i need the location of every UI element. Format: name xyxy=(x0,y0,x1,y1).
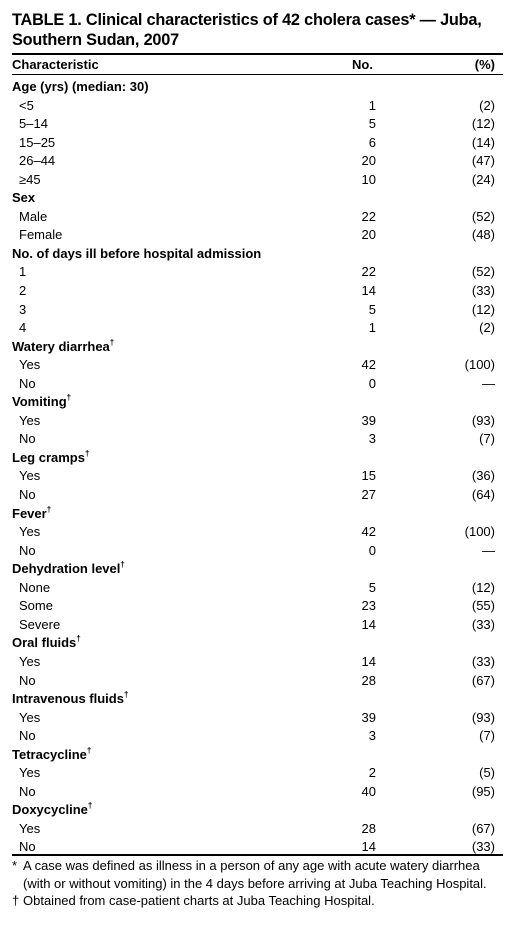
row-label xyxy=(19,319,26,338)
label-text: Yes xyxy=(19,412,41,428)
footnote-marker: † xyxy=(76,634,81,644)
label-text: 15–25 xyxy=(19,134,56,150)
count-cell: 14 xyxy=(361,839,376,855)
percent-cell: (7) xyxy=(479,431,495,447)
label-text: Yes xyxy=(19,765,41,781)
label-text: Fever xyxy=(12,505,47,521)
row-label xyxy=(19,226,62,245)
table-row xyxy=(12,579,503,598)
label-text: No xyxy=(19,728,36,744)
label-text: ≥45 xyxy=(19,171,41,187)
label-text: Leg cramps xyxy=(12,449,85,465)
count-cell: 1 xyxy=(368,320,376,336)
count-cell: 23 xyxy=(361,598,376,614)
count-cell: 39 xyxy=(361,709,376,725)
header-pct: (%) xyxy=(474,57,495,72)
count-cell: 42 xyxy=(361,524,376,540)
table-row xyxy=(12,319,503,338)
count-cell: 14 xyxy=(361,653,376,669)
label-text: No xyxy=(19,431,36,447)
table-row xyxy=(12,764,503,783)
top-rule xyxy=(12,53,503,55)
table-group-row xyxy=(12,746,503,765)
row-label xyxy=(19,616,60,635)
percent-cell: (64) xyxy=(471,487,495,503)
table-row xyxy=(12,263,503,282)
table-row xyxy=(12,597,503,616)
percent-cell: (67) xyxy=(471,820,495,836)
row-label xyxy=(19,356,40,375)
count-cell: 0 xyxy=(368,542,376,558)
count-cell: 15 xyxy=(361,468,376,484)
percent-cell: (12) xyxy=(471,301,495,317)
count-cell: 22 xyxy=(361,208,376,224)
count-cell: 42 xyxy=(361,357,376,373)
row-label xyxy=(19,727,36,746)
percent-cell: (100) xyxy=(464,357,495,373)
label-text: Watery diarrhea xyxy=(12,338,110,354)
group-label xyxy=(12,449,89,468)
footnote-marker: † xyxy=(46,504,52,514)
count-cell: 28 xyxy=(361,820,376,836)
table-row xyxy=(12,375,503,394)
footnote-text: Obtained from case-patient charts at Juba Teaching Hospital. xyxy=(23,893,375,908)
row-label xyxy=(19,653,40,672)
label-text: Yes xyxy=(19,357,41,373)
table-group-row xyxy=(12,560,503,579)
table-row xyxy=(12,356,503,375)
percent-cell: (33) xyxy=(471,839,495,855)
table-group-row xyxy=(12,801,503,820)
row-label xyxy=(19,115,48,134)
table-group-row xyxy=(12,245,503,264)
table-row xyxy=(12,152,503,171)
table-group-row xyxy=(12,78,503,97)
label-text: Dehydration level xyxy=(12,561,121,577)
table-group-row xyxy=(12,690,503,709)
count-cell: 14 xyxy=(361,283,376,299)
footnote xyxy=(12,857,503,892)
count-cell: 2 xyxy=(368,765,376,781)
count-cell: 3 xyxy=(368,728,376,744)
count-cell: 0 xyxy=(368,375,376,391)
row-label xyxy=(19,579,50,598)
table-footnotes xyxy=(12,857,503,910)
row-label xyxy=(19,412,40,431)
header-no: No. xyxy=(352,57,373,72)
row-label xyxy=(19,152,55,171)
count-cell: 6 xyxy=(368,134,376,150)
table-row xyxy=(12,208,503,227)
percent-cell: (36) xyxy=(471,468,495,484)
row-label xyxy=(19,301,26,320)
label-text: Yes xyxy=(19,709,41,725)
table-group-row xyxy=(12,189,503,208)
label-text: Sex xyxy=(12,190,36,206)
table-row xyxy=(12,486,503,505)
label-text: Severe xyxy=(19,616,61,632)
count-cell: 5 xyxy=(368,579,376,595)
percent-cell: (14) xyxy=(471,134,495,150)
row-label xyxy=(19,597,53,616)
row-label xyxy=(19,486,36,505)
table-group-row xyxy=(12,634,503,653)
percent-cell: (33) xyxy=(471,616,495,632)
table-row xyxy=(12,653,503,672)
group-label xyxy=(12,245,261,264)
footnote-marker: † xyxy=(86,745,92,755)
label-text: No xyxy=(19,375,36,391)
label-text: Yes xyxy=(19,468,41,484)
group-label xyxy=(12,338,114,357)
header-characteristic: Characteristic xyxy=(12,57,99,72)
percent-cell: (24) xyxy=(471,171,495,187)
percent-cell: (2) xyxy=(479,320,495,336)
label-text: <5 xyxy=(19,97,34,113)
footnote-mark: * xyxy=(12,858,18,873)
percent-cell: (5) xyxy=(479,765,495,781)
footnote-marker: † xyxy=(66,393,72,403)
label-text: No xyxy=(19,542,36,558)
row-label xyxy=(19,523,40,542)
percent-cell: (52) xyxy=(471,208,495,224)
row-label xyxy=(19,672,36,691)
label-text: Some xyxy=(19,598,53,614)
label-text: No xyxy=(19,487,36,503)
table-group-row xyxy=(12,505,503,524)
table-body xyxy=(12,78,503,857)
label-text: No xyxy=(19,672,36,688)
label-text: 4 xyxy=(19,320,27,336)
label-text: Doxycycline xyxy=(12,802,88,818)
footnote-mark: † xyxy=(12,893,20,908)
group-label xyxy=(12,634,81,653)
count-cell: 5 xyxy=(368,301,376,317)
percent-cell: (2) xyxy=(479,97,495,113)
footnote-marker: † xyxy=(123,690,129,700)
percent-cell: (33) xyxy=(471,653,495,669)
count-cell: 20 xyxy=(361,153,376,169)
percent-cell: (100) xyxy=(464,524,495,540)
label-text: 5–14 xyxy=(19,116,48,132)
row-label xyxy=(19,208,47,227)
count-cell: 28 xyxy=(361,672,376,688)
footnote-marker: † xyxy=(109,337,115,347)
label-text: None xyxy=(19,579,51,595)
label-text: Tetracycline xyxy=(12,746,87,762)
label-text: Yes xyxy=(19,820,41,836)
table-group-row xyxy=(12,449,503,468)
percent-cell: — xyxy=(482,375,495,391)
row-label xyxy=(19,783,36,802)
footnote xyxy=(12,892,503,910)
group-label xyxy=(12,393,71,412)
label-text: No xyxy=(19,839,36,855)
table-row xyxy=(12,523,503,542)
group-label xyxy=(12,505,51,524)
group-label xyxy=(12,746,91,765)
table-row xyxy=(12,97,503,116)
percent-cell: (67) xyxy=(471,672,495,688)
label-text: Yes xyxy=(19,524,41,540)
table-group-row xyxy=(12,338,503,357)
label-text: No xyxy=(19,783,36,799)
label-text: Intravenous fluids xyxy=(12,691,124,707)
percent-cell: (12) xyxy=(471,116,495,132)
row-label xyxy=(19,764,40,783)
group-label xyxy=(12,560,125,579)
percent-cell: (12) xyxy=(471,579,495,595)
count-cell: 5 xyxy=(368,116,376,132)
count-cell: 1 xyxy=(368,97,376,113)
table-row xyxy=(12,301,503,320)
table-row xyxy=(12,226,503,245)
count-cell: 39 xyxy=(361,412,376,428)
table-row xyxy=(12,134,503,153)
percent-cell: (93) xyxy=(471,412,495,428)
table-row xyxy=(12,820,503,839)
table-row xyxy=(12,282,503,301)
percent-cell: (47) xyxy=(471,153,495,169)
percent-cell: (33) xyxy=(471,283,495,299)
row-label xyxy=(19,263,26,282)
label-text: Male xyxy=(19,208,48,224)
percent-cell: (95) xyxy=(471,783,495,799)
footnote-text: A case was defined as illness in a person of any age with acute watery diarrhea (with or without vomiting) in the 4 days before arriving at Juba Teaching Hospital. xyxy=(23,858,487,891)
table-row xyxy=(12,430,503,449)
footnote-marker: † xyxy=(87,801,93,811)
label-text: 3 xyxy=(19,301,27,317)
row-label xyxy=(19,430,36,449)
count-cell: 10 xyxy=(361,171,376,187)
percent-cell: (93) xyxy=(471,709,495,725)
table-row xyxy=(12,709,503,728)
label-text: 2 xyxy=(19,283,27,299)
row-label xyxy=(19,282,26,301)
table-group-row xyxy=(12,393,503,412)
footnote-marker: † xyxy=(120,560,125,570)
label-text: No. of days ill before hospital admission xyxy=(12,245,262,261)
group-label xyxy=(12,801,92,820)
table-row xyxy=(12,412,503,431)
percent-cell: (7) xyxy=(479,728,495,744)
bottom-rule xyxy=(12,854,503,856)
count-cell: 20 xyxy=(361,227,376,243)
table-row xyxy=(12,171,503,190)
row-label xyxy=(19,709,40,728)
row-label xyxy=(19,820,40,839)
row-label xyxy=(19,97,34,116)
label-text: Vomiting xyxy=(12,394,67,410)
label-text: 26–44 xyxy=(19,153,56,169)
row-label xyxy=(19,375,36,394)
label-text: Age (yrs) (median: 30) xyxy=(12,79,149,94)
row-label xyxy=(19,171,41,190)
row-label xyxy=(19,134,55,153)
count-cell: 40 xyxy=(361,783,376,799)
label-text: Yes xyxy=(19,653,41,669)
label-text: Female xyxy=(19,227,63,243)
group-label xyxy=(12,189,35,208)
header-rule xyxy=(12,74,503,75)
count-cell: 14 xyxy=(361,616,376,632)
table-row xyxy=(12,115,503,134)
count-cell: 3 xyxy=(368,431,376,447)
footnote-marker: † xyxy=(84,448,90,458)
count-cell: 27 xyxy=(361,487,376,503)
row-label xyxy=(19,467,40,486)
table-row xyxy=(12,672,503,691)
table-row xyxy=(12,467,503,486)
table-row xyxy=(12,783,503,802)
table-row xyxy=(12,727,503,746)
percent-cell: (48) xyxy=(471,227,495,243)
percent-cell: (55) xyxy=(471,598,495,614)
percent-cell: (52) xyxy=(471,264,495,280)
count-cell: 22 xyxy=(361,264,376,280)
percent-cell: — xyxy=(482,542,495,558)
label-text: Oral fluids xyxy=(12,635,77,651)
table-title: TABLE 1. Clinical characteristics of 42 cholera cases* — Juba, Southern Sudan, 2007 xyxy=(12,11,482,49)
group-label xyxy=(12,690,128,709)
table-row xyxy=(12,542,503,561)
label-text: 1 xyxy=(19,264,27,280)
table-header xyxy=(12,56,503,74)
row-label xyxy=(19,542,36,561)
table-row xyxy=(12,616,503,635)
group-label xyxy=(12,78,149,97)
